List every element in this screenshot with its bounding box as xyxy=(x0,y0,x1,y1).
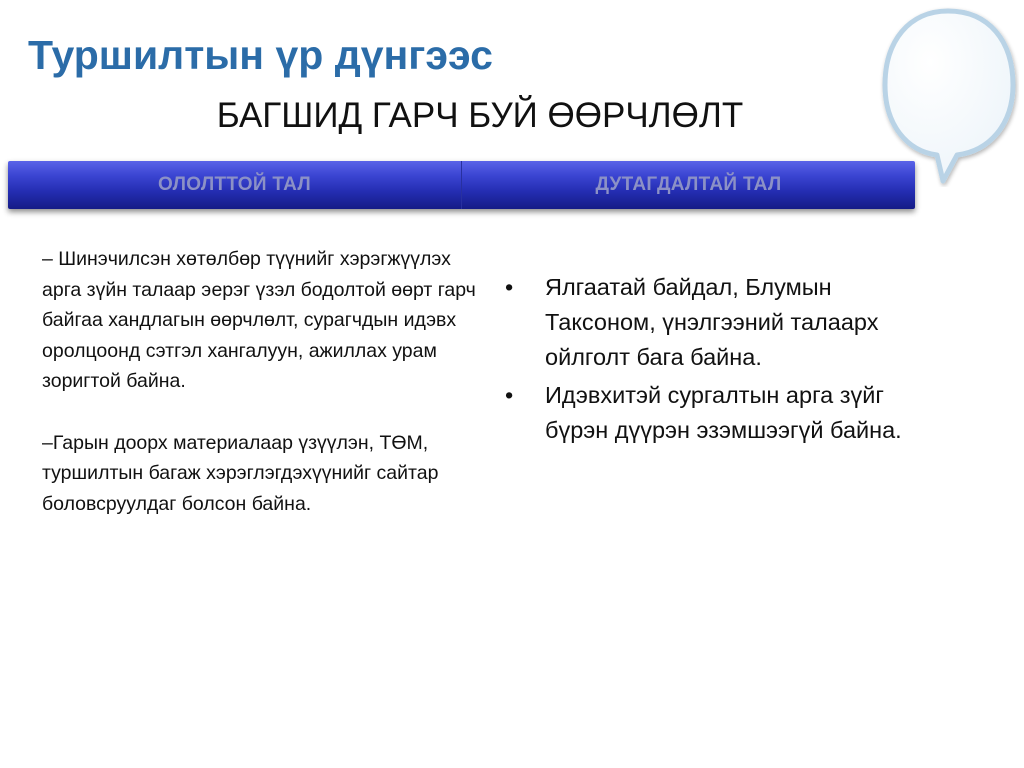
strength-paragraph: – Шинэчилсэн хөтөлбөр түүнийг хэрэгжүүлэх арга зүйн талаар эерэг үзэл бодолтой өөрт гарч байгаа хандлагын өөрчлөлт, сурагчдын идэвх оролцоонд сэтгэл хангалуун, ажиллах урам зоригтой байна. xyxy=(42,248,476,392)
weaknesses-list xyxy=(505,270,935,451)
weakness-text: Ялгаатай байдал, Блумын Таксоном, үнэлгээний талаарх ойлголт бага байна. xyxy=(545,274,879,370)
table-header xyxy=(8,161,915,209)
slide-subtitle: БАГШИД ГАРЧ БУЙ ӨӨРЧЛӨЛТ xyxy=(216,96,744,135)
header-strengths: ОЛОЛТТОЙ ТАЛ xyxy=(8,161,461,209)
list-item xyxy=(505,270,935,375)
header-weaknesses: ДУТАГДАЛТАЙ ТАЛ xyxy=(461,161,915,209)
strengths-column xyxy=(42,244,482,519)
strength-paragraph: –Гарын доорх материалаар үзүүлэн, ТӨМ, туршилтын багаж хэрэглэгдэхүүнийг сайтар боловсруулдаг болсон байна. xyxy=(42,431,439,515)
weakness-text: Идэвхитэй сургалтын арга зүйг бүрэн дүүрэн эзэмшээгүй байна. xyxy=(545,382,902,443)
bullet-icon: • xyxy=(505,274,514,300)
list-item xyxy=(505,378,935,448)
slide-title: Туршилтын үр дүнгээс xyxy=(28,32,493,78)
speech-bubble-icon xyxy=(877,5,1019,187)
bullet-icon: • xyxy=(505,382,514,408)
